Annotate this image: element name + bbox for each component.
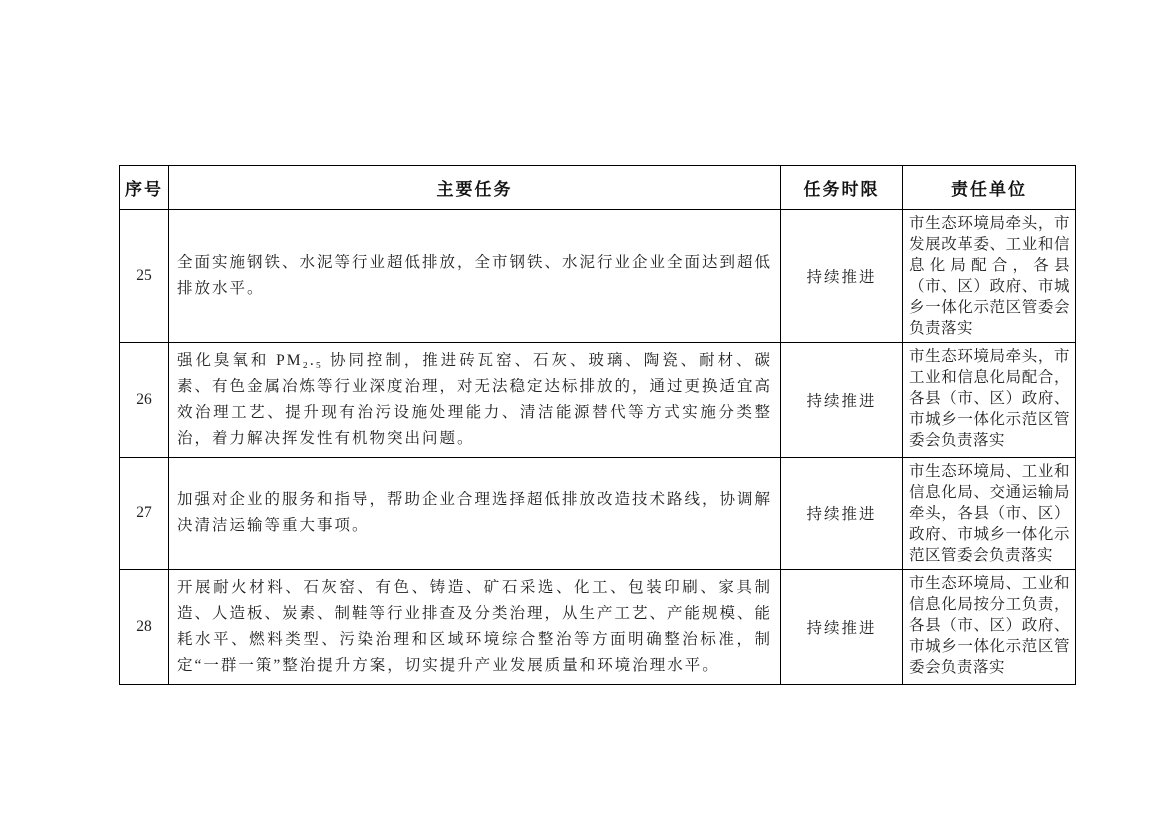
responsible-unit-text: 市生态环境局、工业和信息化局、交通运输局牵头，各县（市、区）政府、市城乡一体化示范区管委会负责落实 (903, 458, 1076, 569)
header-task-deadline: 任务时限 (781, 166, 903, 210)
responsible-unit-text: 市生态环境局、工业和信息化局按分工负责，各县（市、区）政府、市城乡一体化示范区管委会负责落实 (903, 569, 1076, 684)
header-responsible-unit: 责任单位 (903, 166, 1076, 210)
header-main-task: 主要任务 (169, 166, 781, 210)
deadline-text: 持续推进 (781, 343, 903, 458)
table-header-row (120, 166, 1076, 210)
row-number: 25 (120, 210, 169, 343)
deadline-text: 持续推进 (781, 458, 903, 569)
task-text: 强化臭氧和 PM₂.₅ 协同控制，推进砖瓦窑、石灰、玻璃、陶瓷、耐材、碳素、有色金属冶炼等行业深度治理，对无法稳定达标排放的，通过更换适宜高效治理工艺、提升现有治污设施处理能力、清洁能源替代等方式实施分类整治，着力解决挥发性有机物突出问题。 (169, 343, 781, 458)
row-number: 27 (120, 458, 169, 569)
task-text: 加强对企业的服务和指导，帮助企业合理选择超低排放改造技术路线，协调解决清洁运输等重大事项。 (169, 458, 781, 569)
deadline-text: 持续推进 (781, 210, 903, 343)
responsible-unit-text: 市生态环境局牵头，市工业和信息化局配合，各县（市、区）政府、市城乡一体化示范区管委会负责落实 (903, 343, 1076, 458)
header-serial-number: 序号 (120, 166, 169, 210)
table-row (120, 210, 1076, 343)
responsible-unit-text: 市生态环境局牵头，市发展改革委、工业和信息化局配合，各县（市、区）政府、市城乡一体化示范区管委会负责落实 (903, 210, 1076, 343)
row-number: 28 (120, 569, 169, 684)
row-number: 26 (120, 343, 169, 458)
task-text: 开展耐火材料、石灰窑、有色、铸造、矿石采选、化工、包装印刷、家具制造、人造板、炭素、制鞋等行业排查及分类治理，从生产工艺、产能规模、能耗水平、燃料类型、污染治理和区域环境综合整治等方面明确整治标准，制定“一群一策”整治提升方案，切实提升产业发展质量和环境治理水平。 (169, 569, 781, 684)
table-row (120, 458, 1076, 569)
task-text: 全面实施钢铁、水泥等行业超低排放，全市钢铁、水泥行业企业全面达到超低排放水平。 (169, 210, 781, 343)
task-table-container (119, 165, 1075, 685)
table-row (120, 343, 1076, 458)
deadline-text: 持续推进 (781, 569, 903, 684)
task-table (119, 165, 1076, 685)
table-row (120, 569, 1076, 684)
